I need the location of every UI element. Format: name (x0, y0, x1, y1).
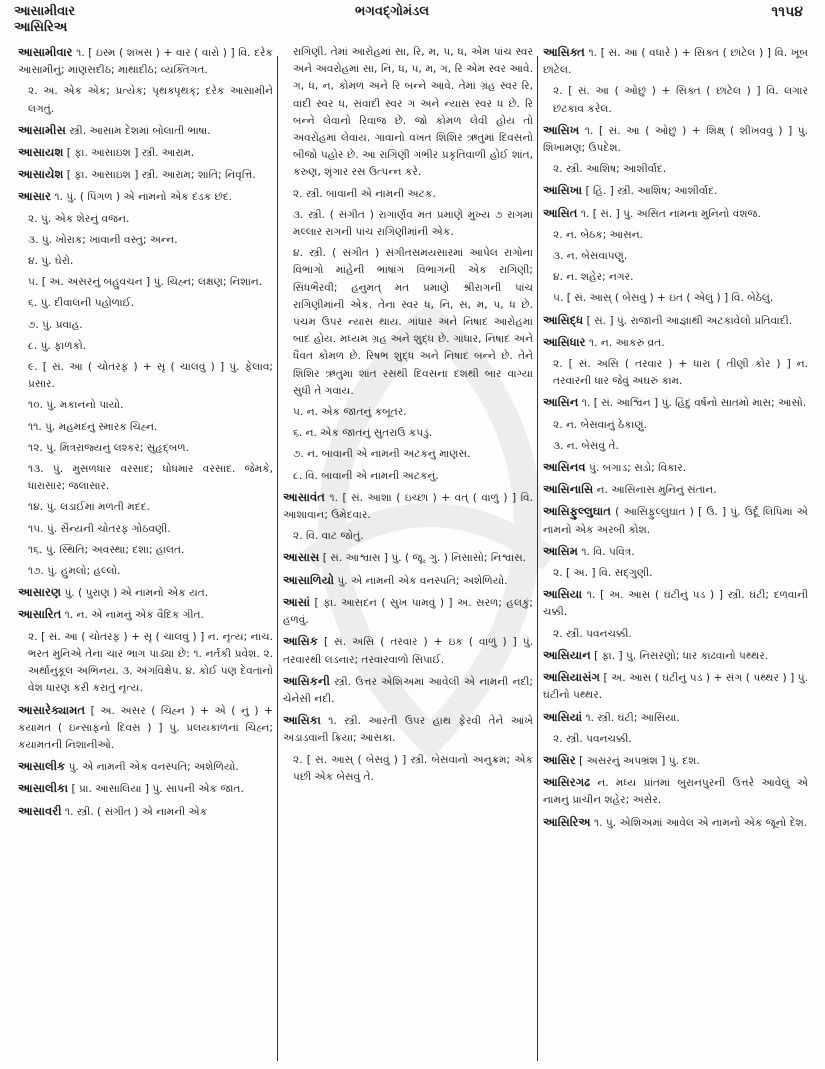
headword: આસિન (543, 395, 579, 410)
dictionary-entry (18, 166, 273, 184)
entry-sense (543, 438, 808, 455)
headword: આસિરિઅ (543, 814, 591, 829)
definition-text: ૨. [ સં. આસ્ ( બેસવું ) ] સ્ત્રી. બેસવાનો અનુક્રમ; એક પછી એક બેસવું તે. (293, 753, 533, 783)
entry-sense (283, 207, 533, 241)
entry-sense (543, 269, 808, 286)
definition-text: [ અ. અસર ( ચિહ્ન ) + એ ( નું ) + કયામત ( ઇન્સાફનો દિવસ ) ] પું. પ્રલયકાળનાં ચિહ્ન; કયામતની નિશાનીઓ. (18, 704, 273, 751)
headword: આસારેક્યામત (18, 702, 86, 717)
definition-text: [ સં. આશ્વાસ ] પું. ( જૂ. ગુ. ) નિસાસો; નિશ્વાસ. (322, 552, 527, 565)
definition-text: [ હિં. ] સ્ત્રી. આશિષ; આશીર્વાદ. (585, 185, 718, 198)
definition-text: રાગિણી. તેમાં આરોહમાં સા, રિ, મ, પ, ધ, એમ પાંચ સ્વર અને અવરોહમાં સા, નિ, ધ, પ, મ, ગ, રિ એમ સ્વર આવે. ગ, ધ, ન, કોમળ અને રિ બન્ને આવે. તેમાં ગ્રહ સ્વર રિ, વાદી સ્વર ધ, સંવાદી સ્વર ગ અને ન્યાસ સ્વર ધ છે. રિ બન્ને લેવાનો રિવાજ છે. જો કોમળ લેવી હોય તો અવરોહમાં લેવાય. ગાવાનો વખત શિશિર ઋતુમાં દિવસનો બીજો પહોર છે. આ રાગિણી ગંભીર પ્રકૃતિવાળી હોઈ શાંત, કરુણ, શૃંગાર રસ ઉત્પન્ન કરે. (293, 46, 533, 179)
headword: આસાયશ (18, 145, 64, 160)
headword: આસિયાં (543, 709, 583, 724)
definition-text: ૨. સ્ત્રી. આશિષ; આશીર્વાદ. (553, 163, 667, 176)
definition-text: ૨. વિ. વાટ જોતું. (293, 530, 364, 543)
dictionary-entry (18, 606, 273, 624)
dictionary-entry (543, 669, 808, 704)
headword: આસારિત (18, 607, 62, 622)
definition-text: ૯. [ સં. આ ( ચોતરફ ) + સૃ ( ચાલવું ) ] પું. ફેલાવ; પ્રસાર. (28, 361, 273, 391)
definition-text: ૨. સ્ત્રી. પવનચક્કી. (553, 732, 632, 745)
definition-text: ૧૦. પું. મકાનનો પાયો. (28, 399, 124, 412)
definition-text: ૬. ન. એક જાતનું સુતરાઉ કપડું. (293, 427, 433, 440)
entry-sense (283, 404, 533, 421)
definition-text: ૧. [ સં. આ ( ઓછું ) + શિક્ષ્ ( શીખવવું ) ] પું. શિખામણ; ઉપદેશ. (543, 124, 808, 155)
definition-text: ૨. [ સં. આ ( ચોતરફ ) + સૃ ( ચાલવું ) ] ન. નૃત્ય; નાચ. ભરત મુનિએ તેના ચાર ભાગ પાડ્યા છે: ૧. નર્તકી પ્રવેશ. ૨. અર્થાનુકૂલ અભિનય. ૩. અંગવિક્ષેપ. ૪. કોઈ પણ દેવતાનો વેશ ધારણ કરી કરાતું નૃત્ય. (28, 630, 273, 695)
column-1 (18, 44, 273, 1064)
guide-word-last: આસિરિઅ (14, 20, 68, 35)
dictionary-entry (543, 586, 808, 621)
definition-text: ૭. ન. બાવાની એ નામની અટકનું માણસ. (293, 448, 471, 461)
definition-text: પું. બગાડ; સડો; વિકાર. (589, 462, 687, 475)
definition-text: ૧૫. પું. સૈન્યની ચોતરફ ગોઠવણી. (28, 522, 171, 535)
dictionary-entry (18, 702, 273, 755)
headword: આસિત (543, 205, 578, 220)
entry-sense (283, 528, 533, 545)
definition-text: પું. એ નામની એક વનસ્પતિ; અશેળિયો. (68, 761, 239, 774)
entry-sense (18, 253, 273, 270)
entry-sense (18, 317, 273, 334)
dictionary-entry (18, 584, 273, 602)
definition-text: ૧. વિ. પવિત્ર. (581, 545, 635, 558)
entry-sense (18, 521, 273, 538)
headword: આસિયાન (543, 647, 591, 662)
definition-text: ૨. [ સં. અસિ ( તરવાર ) + ધારા ( તીણી કોર ) ] ન. તરવારની ધાર જેવું અઘરું કામ. (553, 358, 808, 388)
entry-sense (18, 461, 273, 495)
entry-sense (283, 425, 533, 442)
dictionary-entry (543, 647, 808, 665)
headword: આસામીવાર (18, 45, 73, 59)
headword: આસિનવ (543, 460, 586, 475)
headword: આસાળિયો (283, 572, 335, 587)
definition-text: ૧. સ્ત્રી. ( સંગીત ) એ નામની એક (64, 805, 208, 818)
entry-sense (18, 211, 273, 228)
dictionary-entry (543, 44, 808, 79)
guide-word-first: આસામીવાર (14, 4, 76, 19)
entry-sense (543, 626, 808, 643)
headword: આસાલીક (18, 759, 66, 774)
dictionary-entry (543, 814, 808, 832)
definition-text: ૫. ન. એક જાતનું કબૂતર. (293, 406, 407, 419)
definition-text: [ ફા. આસદન ( સુખ પામવું ) ] અ. સરળ; હલકું; હળવું. (283, 596, 533, 627)
entry-sense (18, 83, 273, 117)
entry-sense (18, 629, 273, 698)
headword: આસિમ (543, 543, 578, 558)
entry-sense (18, 359, 273, 393)
dictionary-entry (283, 489, 533, 524)
dictionary-entry (543, 312, 808, 330)
headword: આસાવરી (18, 803, 62, 818)
headword: આસિયા (543, 587, 583, 602)
definition-text: ૧. [ અ. આસ ( ઘંટીનું પડ ) ] સ્ત્રી. ઘંટી; દળવાની ચક્કી. (543, 589, 808, 619)
entry-sense (543, 417, 808, 434)
entry-sense (18, 295, 273, 312)
entry-sense (283, 245, 533, 400)
entry-sense (543, 227, 808, 244)
column-divider (277, 56, 278, 1061)
dictionary-entry (18, 758, 273, 776)
dictionary-entry (18, 144, 273, 162)
headword: આસાયેશ (18, 167, 64, 182)
headword: આસિકની (283, 673, 330, 688)
definition-text: ૨. [ અ. ] વિ. સદ્ગુણી. (553, 567, 653, 580)
definition-text: ૧. [ ઇસ્મ ( શખસ ) + વાર ( વારો ) ] વિ. દરેક આસામીનું; માણસદીઠ; માથાદીઠ; વ્યક્તિગત. (18, 47, 273, 77)
dictionary-entry (283, 594, 533, 629)
definition-text: [ સં. અસિ ( તરવાર ) + ઇક ( વાળું ) ] પું. તરવારથી લડનાર; તરવારવાળો સિપાઈ. (283, 636, 533, 666)
definition-text: ૧. [ સં. આશ્વિન ] પું. હિંદુ વર્ષનો સાતમો માસ; આસો. (581, 397, 807, 410)
definition-text: ન. મધ્ય પ્રાંતમાં બુરાનપુરની ઉત્તરે આવેલું એ નામનું પ્રાચીન શહેર; અસેર. (543, 777, 808, 807)
headword: આસાવંત (283, 489, 325, 504)
dictionary-entry (283, 633, 533, 668)
dictionary-entry (543, 503, 808, 538)
definition-text: પું. ( પુરાણ ) એ નામનો એક યત. (64, 587, 209, 600)
definition-text: [ સં. ] પું. રાજાની આજ્ઞાથી અટકાવેલો પ્રતિવાદી. (586, 314, 793, 327)
entry-sense (543, 83, 808, 117)
headword: આસિકા (283, 713, 321, 728)
column-divider (537, 56, 538, 1061)
running-head (0, 2, 825, 42)
entry-sense (18, 397, 273, 414)
definition-text: ૧. ન. એ નામનું એક વૈદિક ગીત. (64, 609, 204, 622)
definition-text: સ્ત્રી. આસામ દેશમાં બોલાતી ભાષા. (69, 124, 211, 137)
dictionary-entry (543, 752, 808, 770)
entry-sense (283, 44, 533, 182)
entry-sense (283, 186, 533, 203)
definition-text: ૬. પું. દીવાલની પહોળાઈ. (28, 297, 135, 310)
entry-sense (18, 274, 273, 291)
definition-text: ૩. ન. બેસવાપણું. (553, 250, 628, 263)
definition-text: ૪. સ્ત્રી. ( સંગીત ) સંગીતસમયસારમાં આપેલ રાગોના વિભાગો માંહેની ભાષાંગ વિભાગની એક રાગિણી; સિંધભૈરવી; હનુમત્ મત પ્રમાણે શ્રીરાગની પાંચ રાગિણીમાંની એક. તેના સ્વર ધ, નિ, સ, મ, પ, ધ છે. પંચમ ઉપર ન્યાસ થાય. ગાંધાર અને નિષાદ આરોહમાં બાદ હોય. મધ્યમ ગ્રહ અને શુદ્ધ છે. ગાંધાર, નિષાદ અને ધૈવત કોમળ છે. રિષભ શુદ્ધ અને નિષાદ બન્ને છે. તેને શિશિર ઋતુમાં શાંત રસથી દિવસના દશથી બાર વાગ્યા સુધી તે ગવાય. (293, 247, 533, 397)
definition-text: ૧. પું. એશિઅમાં આવેલ એ નામનો એક જૂનો દેશ. (593, 816, 808, 829)
definition-text: [ ફા. આસાઇશ ] સ્ત્રી. આરામ. (66, 147, 195, 160)
headword: આસિક (283, 634, 318, 649)
definition-text: [ ફા. ] પું. નિસરણો; ધાર કાઢવાનો પથ્થર. (594, 649, 769, 662)
definition-text: ૧. [ સં. આ ( વધારે ) + સિક્ત ( છાંટેલ ) ] વિ. ખૂબ છાંટેલ. (543, 47, 808, 77)
definition-text: [ ફા. આસાઇશ ] સ્ત્રી. આરામ; શાંતિ; નિવૃત્તિ. (66, 169, 256, 182)
definition-text: ૪. પું. ઘેરો. (28, 255, 74, 268)
entry-sense (283, 752, 533, 786)
entry-sense (543, 356, 808, 390)
headword: આસિખા (543, 183, 583, 198)
definition-text: ૩. ન. બેસવું તે. (553, 439, 619, 452)
entry-sense (18, 563, 273, 580)
dictionary-entry (543, 774, 808, 809)
headword: આસામીસ (18, 122, 66, 137)
dictionary-entry (543, 481, 808, 499)
definition-text: [ અ. આસ ( ઘંટીનું પડ ) + સંગ ( પથ્થર ) ] પું. ઘંટીનો પથ્થર. (543, 672, 808, 702)
headword: આસાં (283, 594, 310, 609)
dictionary-entry (543, 182, 808, 200)
definition-text: ૧૬. પું. સ્થિતિ; અવસ્થા; દશા; હાલત. (28, 543, 185, 556)
dictionary-entry (18, 780, 273, 798)
page-number: ૧૧૫૪ (771, 4, 803, 20)
headword: આસિરગઢ (543, 775, 590, 790)
dictionary-entry (543, 122, 808, 157)
dictionary-entry (543, 459, 808, 477)
definition-text: ૧૨. પું. મિત્રરાજ્યનું લશ્કર; સુહૃદ્બળ. (28, 441, 189, 454)
guide-words (14, 4, 75, 36)
book-title: ભગવદ્ગોમંડલ (355, 4, 430, 19)
definition-text: ૨. ન. બેસવાનું ઠેકાણું. (553, 418, 647, 431)
entry-sense (543, 161, 808, 178)
definition-text: ૮. વિ. બાવાની એ નામની અટકનું. (293, 469, 439, 482)
dictionary-entry (18, 122, 273, 140)
definition-text: ( આસિફુલ્લુઘાત ) [ ઉ. ] પું. ઉર્દૂ લિપિમાં એ નામનો એક અરબી કોશ. (543, 506, 808, 536)
dictionary-entry (18, 44, 273, 79)
definition-text: ૮. પું. ફાળકો. (28, 339, 87, 352)
definition-text: ૧૩. પું. મુસળધાર વરસાદ; ધોધમાર વરસાદ. જેમકે, ધારાસાર; જલાસાર. (28, 463, 273, 493)
entry-sense (18, 499, 273, 516)
definition-text: પું. એ નામની એક વનસ્પતિ; અશેળિયો. (337, 574, 508, 587)
definition-text: ૨. પું. એક શેરનું વજન. (28, 212, 130, 225)
headword: આસાર (18, 189, 51, 204)
entry-sense (283, 468, 533, 485)
definition-text: ૧. સ્ત્રી. ઘંટી; આસિયા. (585, 711, 680, 724)
headword: આસારણ (18, 585, 62, 600)
dictionary-entry (543, 205, 808, 223)
headword: આસાલીકા (18, 781, 69, 796)
headword: આસિયાસંગ (543, 670, 600, 685)
column-3 (543, 44, 808, 1064)
dictionary-entry (283, 673, 533, 708)
definition-text: ૧. [ સં. ] પું. અસિત નામના મુનિનો વંશજ. (580, 207, 761, 220)
entry-sense (543, 565, 808, 582)
entry-sense (283, 446, 533, 463)
headword: આસિનાસિ (543, 482, 594, 497)
definition-text: ૫. [ અ. અસરનું બહુવચન ] પું. ચિહ્ન; લક્ષણ; નિશાન. (28, 276, 263, 289)
entry-sense (543, 248, 808, 265)
entry-sense (18, 338, 273, 355)
dictionary-entry (543, 334, 808, 352)
definition-text: ૧. પું. ( પિંગળ ) એ નામનો એક દંડક છંદ. (54, 191, 233, 204)
dictionary-entry (18, 803, 273, 821)
entry-sense (543, 731, 808, 748)
dictionary-entry (18, 188, 273, 206)
definition-text: ૧. સ્ત્રી. આરતી ઉપર હાથ ફેરવી તેને આંખે અડાડવાની ક્રિયા; આસકા. (283, 715, 533, 745)
headword: આસિક્ત (543, 45, 585, 59)
definition-text: [ પ્રા. આસાલિયા ] પું. સાપની એક જાત. (71, 783, 244, 796)
definition-text: ૧૭. પું. હુમલો; હલ્લો. (28, 565, 121, 578)
headword: આસાસ (283, 550, 320, 565)
dictionary-entry (283, 712, 533, 747)
entry-sense (18, 419, 273, 436)
headword: આસિખ (543, 122, 580, 137)
definition-text: ૨. અ. એક એક; પ્રત્યેક; પૃથક્પૃથક્; દરેક આસામીને લગતું. (28, 85, 273, 115)
headword: આસિદ્ધ (543, 312, 584, 327)
entry-sense (18, 440, 273, 457)
dictionary-entry (283, 572, 533, 590)
definition-text: ૧. [ સં. આશા ( ઇચ્છા ) + વત્ ( વાળું ) ] વિ. આશાવાન; ઉમેદવાર. (283, 491, 533, 522)
dictionary-entry (543, 394, 808, 412)
headword: આસિર (543, 752, 576, 767)
definition-text: ૨. સ્ત્રી. બાવાની એ નામની અટક. (293, 187, 436, 200)
definition-text: સ્ત્રી. ઉત્તર એશિઅમાં આવેલી એ નામની નદી; ચેનેસી નદી. (283, 675, 533, 705)
definition-text: ૧. ન. આકરું વ્રત. (588, 336, 665, 349)
dictionary-entry (283, 549, 533, 567)
definition-text: [ અસરનું અપભ્રંશ ] પું. દશ. (579, 754, 700, 767)
definition-text: ૩. સ્ત્રી. ( સંગીત ) રાગાર્ણવ મત પ્રમાણે મુખ્ય ૭ રાગમાં મલ્લાર રાગની પાંચ રાગિણીમાંની એક. (293, 208, 533, 239)
definition-text: ૧૧. પું. મહમદનું સ્મારક ચિહ્ન. (28, 420, 158, 433)
headword: આસિધાર (543, 334, 586, 349)
definition-text: ૪. ન. શહેર; નગર. (553, 271, 634, 284)
entry-sense (18, 542, 273, 559)
definition-text: ૭. પું. પ્રવાહ. (28, 318, 83, 331)
definition-text: ૨. સ્ત્રી. પવનચક્કી. (553, 627, 632, 640)
column-2 (283, 44, 533, 1064)
definition-text: ૩. પું. ખોરાક; ખાવાની વસ્તુ; અન્ન. (28, 233, 178, 246)
dictionary-entry (543, 709, 808, 727)
headword: આસિફુલ્લુઘાત (543, 504, 611, 519)
definition-text: ન. આસિનાસ મુનિનું સંતાન. (596, 484, 717, 497)
definition-text: ૧૪. પું. લડાઈમાં મળતી મદદ. (28, 501, 150, 514)
definition-text: ૨. ન. બેઠક; આસન. (553, 228, 643, 241)
definition-text: ૨. [ સં. આ ( ઓછું ) + સિક્ત ( છાંટેલ ) ] વિ. લગાર છંટકાવ કરેલ. (553, 85, 808, 115)
entry-sense (543, 290, 808, 307)
dictionary-entry (543, 543, 808, 561)
entry-sense (18, 232, 273, 249)
definition-text: ૫. [ સં. આસ્ ( બેસવું ) + ઇત ( એલું ) ] વિ. બેઠેલું. (553, 292, 774, 305)
